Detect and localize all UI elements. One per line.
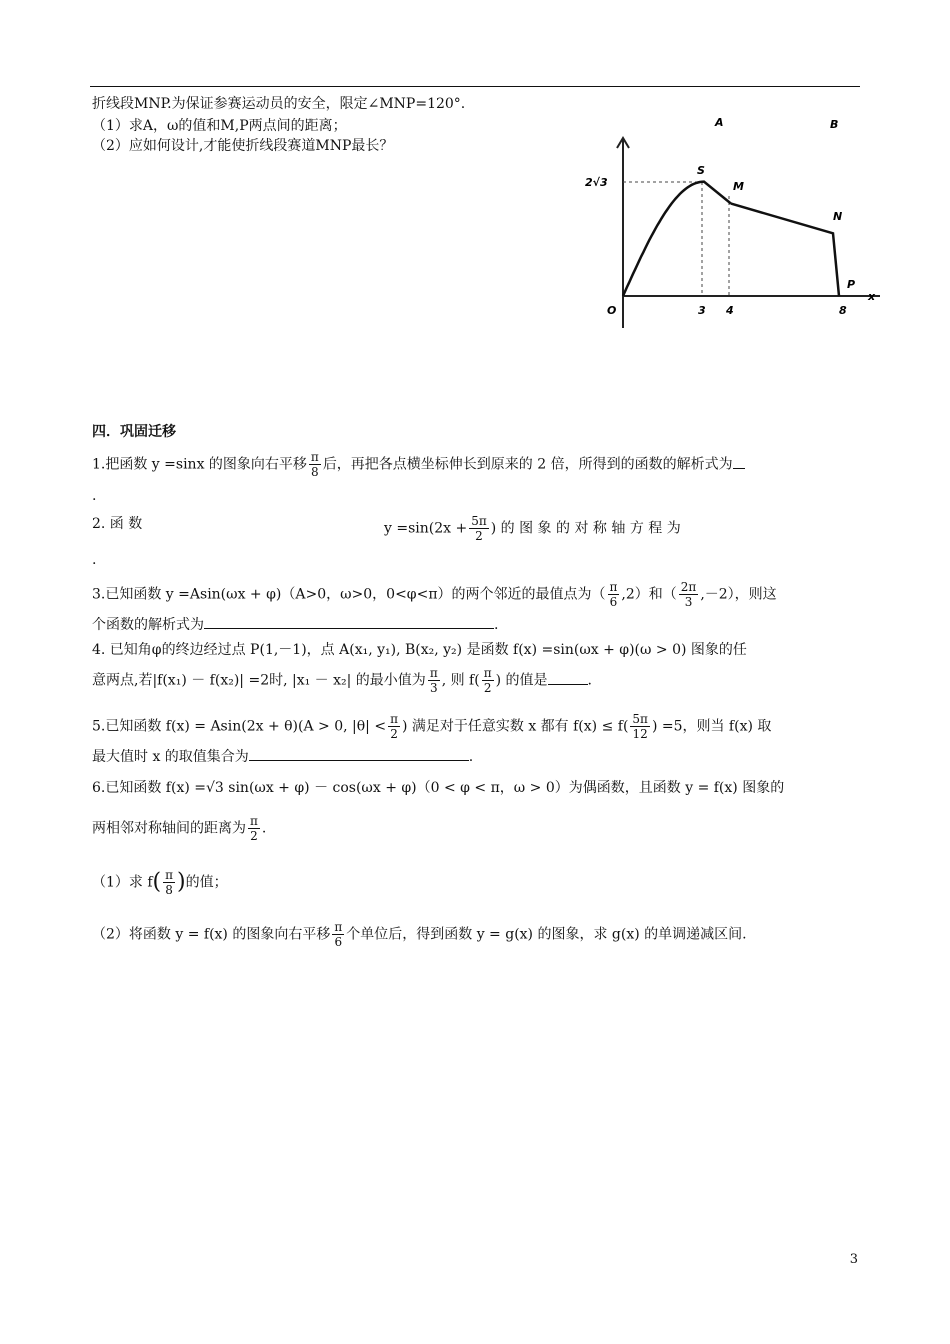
fraction: $\frac{\pi}{2}$ <box>390 712 398 741</box>
fraction: $\frac{\pi}{6}$ <box>334 920 343 949</box>
page-number: 3 <box>849 1252 858 1267</box>
fraction: $\frac{\pi}{2}$ <box>250 814 258 843</box>
fraction: $\frac{\pi}{8}$ <box>165 868 174 897</box>
answer-blank[interactable] <box>548 670 588 685</box>
problem-3: 3.已知函数 y =Asin(ωx + φ)（A>0，ω>0，0<φ<π）的两个邻近的最值点为（ $\frac{\pi}{6}$ ,2）和（ $\frac{2\pi}{3}$ ,－2），则这 <box>92 580 777 609</box>
sine-curve <box>623 182 731 296</box>
answer-blank[interactable] <box>249 746 469 761</box>
question-2: （2）应如何设计,才能使折线段赛道MNP最长？ <box>92 138 394 154</box>
label-b: B <box>830 118 839 131</box>
section-title: 四．巩固迁移 <box>92 424 176 440</box>
problem-4-line2: 意两点,若|f(x₁) － f(x₂)| =2时, |x₁ － x₂| 的最小值为 $\frac{\pi}{3}$ , 则 f( $\frac{\pi}{2}$ ) 的值是 . <box>92 666 592 695</box>
label-a: A <box>715 118 724 129</box>
problem-3-line2: 个函数的解析式为 . <box>92 614 498 635</box>
problem-6: 6.已知函数 f(x) =√3 sin(ωx + φ) － cos(ωx + φ)（0 < φ < π，ω > 0）为偶函数，且函数 y = f(x) 图象的 <box>92 780 785 796</box>
label-x4: 4 <box>726 304 734 317</box>
fraction: $\frac{\pi}{3}$ <box>429 666 438 695</box>
track-mnp <box>731 204 839 296</box>
fraction: $\frac{5\pi}{2}$ <box>471 514 487 543</box>
fraction: $\frac{5\pi}{12}$ <box>632 712 648 741</box>
label-x8: 8 <box>839 304 847 317</box>
problem-6-line2: 两相邻对称轴间的距离为 $\frac{\pi}{2}$ . <box>92 814 267 843</box>
graph-figure <box>565 118 895 363</box>
label-p: P <box>847 278 856 291</box>
problem-6-q2: （2）将函数 y = f(x) 的图象向右平移 $\frac{\pi}{6}$ 个单位后，得到函数 y = g(x) 的图象，求 g(x) 的单调递减区间. <box>92 920 747 949</box>
problem-4: 4. 已知角φ的终边经过点 P(1,－1)，点 A(x₁, y₁), B(x₂, y₂) 是函数 f(x) =sin(ωx + φ)(ω > 0) 图象的任 <box>92 642 747 658</box>
problem-1: 1.把函数 y =sinx 的图象向右平移 $\frac{\pi}{8}$ 后，再把各点横坐标伸长到原来的 2 倍，所得到的函数的解析式为 <box>92 450 745 479</box>
problem-1-end: . <box>92 488 97 504</box>
fraction: $\frac{\pi}{8}$ <box>310 450 319 479</box>
label-y-value: 2√3 <box>585 176 608 189</box>
answer-blank[interactable] <box>204 614 494 629</box>
problem-5-line2: 最大值时 x 的取值集合为 . <box>92 746 473 767</box>
label-n: N <box>833 210 843 223</box>
problem-6-q1: （1）求 f( $\frac{\pi}{8}$ )的值； <box>92 868 228 897</box>
label-s: S <box>697 164 705 177</box>
problem-2-end: . <box>92 552 97 568</box>
label-m: M <box>733 180 744 193</box>
label-x3: 3 <box>698 304 706 317</box>
label-origin: O <box>607 304 617 317</box>
intro-line: 折线段MNP.为保证参赛运动员的安全，限定∠MNP=120°. <box>92 96 466 112</box>
problem-5: 5.已知函数 f(x) = Asin(2x + θ)(A > 0, |θ| < $\frac{\pi}{2}$ ) 满足对于任意实数 x 都有 f(x) ≤ f( $\frac{5\pi}{12}$ ) =5，则当 f(x) 取 <box>92 712 772 741</box>
label-x-axis: x <box>868 290 876 303</box>
fraction: $\frac{\pi}{6}$ <box>609 580 618 609</box>
problem-2: 2. 函 数 y =sin(2x + $\frac{5\pi}{2}$ ) 的 图 象 的 对 称 轴 方 程 为 <box>92 514 681 543</box>
question-1: （1）求A，ω的值和M,P两点间的距离； <box>92 118 347 134</box>
header-rule <box>90 86 860 87</box>
answer-blank[interactable] <box>733 454 745 469</box>
fraction: $\frac{\pi}{2}$ <box>483 666 492 695</box>
fraction: $\frac{2\pi}{3}$ <box>680 580 697 609</box>
